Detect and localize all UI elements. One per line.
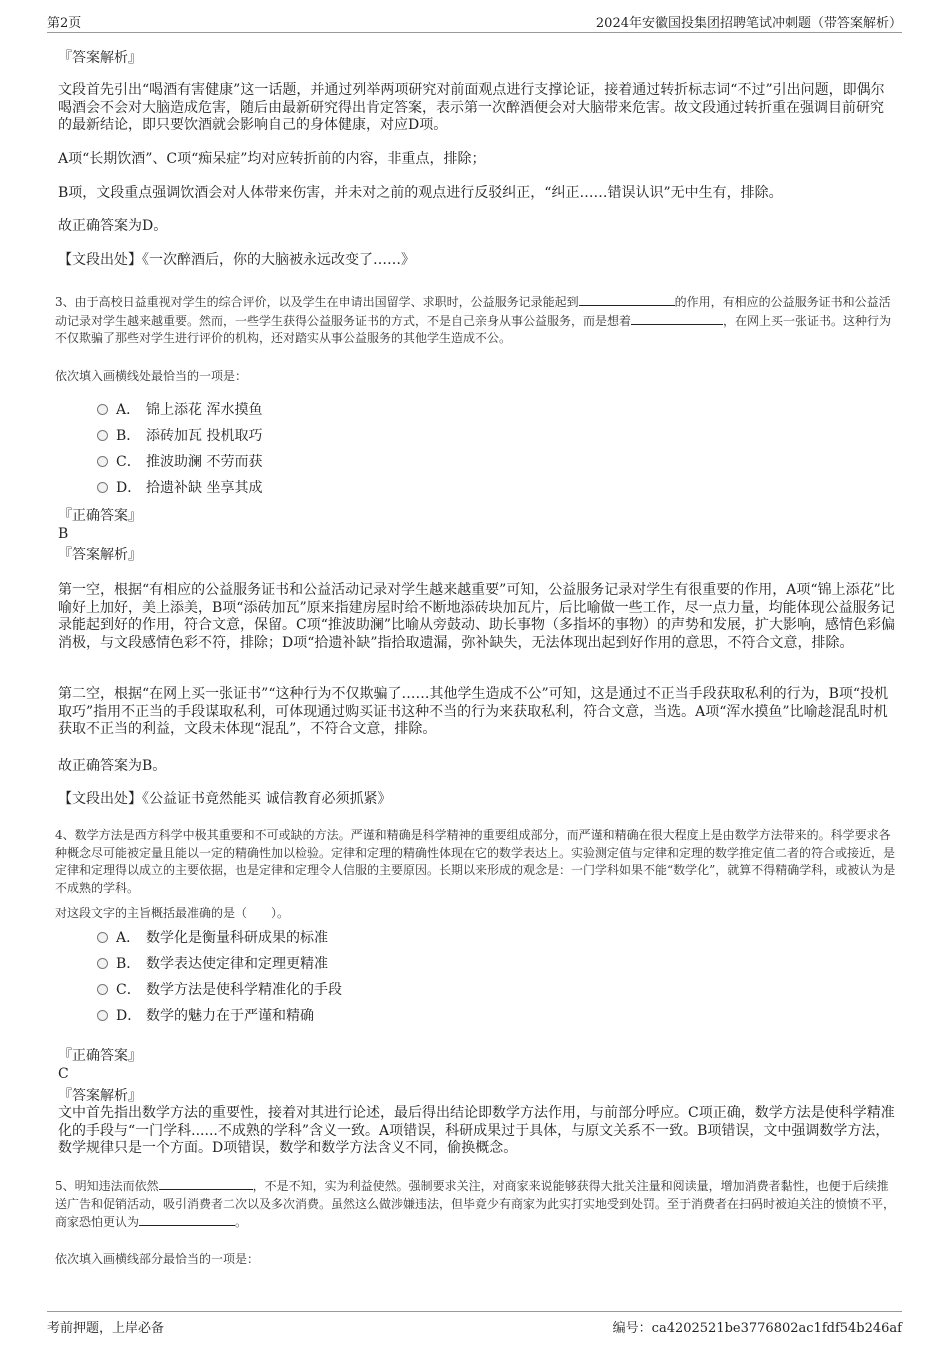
q5-stem-part3: 。 <box>235 1215 248 1229</box>
q3-stem-part3: ，在网上买一张证书。这种行为不仅欺骗了那些对学生进行评价的机构，还对踏实从事公益服务的其他学生造成不公。 <box>55 313 892 345</box>
radio-icon[interactable] <box>97 404 108 415</box>
q4-analysis-label: 『答案解析』 <box>58 1088 142 1104</box>
q3-prompt: 依次填入画横线处最恰当的一项是： <box>55 369 248 383</box>
radio-icon[interactable] <box>97 932 108 943</box>
radio-icon[interactable] <box>97 430 108 441</box>
q3-blank-1 <box>579 293 675 306</box>
q4-option-b[interactable]: B． 数学表达使定律和定理更精准 <box>97 955 328 975</box>
q4-stem: 4、数学方法是西方科学中极其重要和不可或缺的方法。严谨和精确是科学精神的重要组成部分，而严谨和精确在很大程度上是由数学方法带来的。科学要求各种概念尽可能被定量且能以一定的精确性加以检验。定律和定理的精确性体现在它的数学表达上。实验测定值与定律和定理的数学推定值二者的符合或接近，是定律和定理得以成立的主要依据，也是定律和定理令人信服的主要原因。长期以来形成的观念是：一门学科如果不能“数学化”，就算不得精确学科，或被认为是不成熟的学科。 <box>55 828 896 895</box>
q4-option-d[interactable]: D． 数学的魅力在于严谨和精确 <box>97 1007 314 1027</box>
q3-analysis-p1: 第一空，根据“有相应的公益服务证书和公益活动记录对学生越来越重要”可知，公益服务记录对学生有很重要的作用，A项“锦上添花”比喻好上加好，美上添美，B项“添砖加瓦”原来指建房屋时给不断地添砖块加瓦片，后比喻做一些工作，尽一点力量，均能体现公益服务记录能起到好的作用，符合文意，保留。C项“推波助澜”比喻从旁鼓动、助长事物（多指坏的事物）的声势和发展，扩大影响，感情色彩偏消极，与文段感情色彩不符，排除；D项“拾遗补缺”指拾取遗漏，弥补缺失，无法体现出起到好作用的意思，不符合文意，排除。 <box>58 582 896 651</box>
q3-stem-part2: 的作用，有相应的公益服务证书和公益活动记录对学生越来越重要。然而，一些学生获得公益服务证书的方式，不是自己亲身从事公益服务，而是想着 <box>55 295 891 328</box>
q5-stem-part1: 5、明知违法而依然 <box>55 1179 159 1193</box>
page-number: 第2页 <box>47 16 82 31</box>
q3-option-a[interactable]: A． 锦上添花 浑水摸鱼 <box>97 401 262 421</box>
q3-option-c[interactable]: C． 推波助澜 不劳而获 <box>97 453 262 473</box>
q5-blank-1 <box>159 1177 253 1190</box>
q5-prompt: 依次填入画横线部分最恰当的一项是： <box>55 1252 260 1266</box>
q3-analysis-p2: 第二空，根据“在网上买一张证书”“这种行为不仅欺骗了……其他学生造成不公”可知，这是通过不正当手段获取私利的行为，B项“投机取巧”指用不正当的手段谋取私利，可体现通过购买证书这种不当的行为来获取私利，符合文意，当选。A项“浑水摸鱼”比喻趁混乱时机获取不正当的利益，文段未体现“混乱”，不符合文意，排除。 <box>58 686 889 737</box>
q3-answer-statement: 故正确答案为B。 <box>58 758 167 774</box>
q3-stem <box>55 293 897 348</box>
q3-stem-part1: 3、由于高校日益重视对学生的综合评价，以及学生在申请出国留学、求职时，公益服务记录能起到 <box>55 295 579 309</box>
page-header <box>47 10 902 33</box>
q4-prompt: 对这段文字的主旨概括最准确的是（ ）。 <box>55 906 290 920</box>
radio-icon[interactable] <box>97 482 108 493</box>
page-footer <box>47 1311 902 1336</box>
q2-answer-statement: 故正确答案为D。 <box>58 218 168 234</box>
q3-option-b[interactable]: B． 添砖加瓦 投机取巧 <box>97 427 262 447</box>
document-title: 2024年安徽国投集团招聘笔试冲刺题（带答案解析） <box>595 16 902 31</box>
radio-icon[interactable] <box>97 1010 108 1021</box>
q3-source: 【文段出处】《公益证书竟然能买 诚信教育必须抓紧》 <box>58 791 392 807</box>
footer-slogan: 考前押题，上岸必备 <box>47 1321 165 1336</box>
q2-analysis-p3: B项，文段重点强调饮酒会对人体带来伤害，并未对之前的观点进行反驳纠正，“纠正……错误认识”无中生有，排除。 <box>58 185 783 201</box>
radio-icon[interactable] <box>97 958 108 969</box>
q5-blank-2 <box>139 1213 235 1226</box>
q3-answer: B <box>58 526 69 542</box>
radio-icon[interactable] <box>97 984 108 995</box>
radio-icon[interactable] <box>97 456 108 467</box>
q3-answer-label: 『正确答案』 <box>58 508 142 524</box>
q3-option-d[interactable]: D． 拾遗补缺 坐享其成 <box>97 479 262 499</box>
q5-stem <box>55 1177 897 1232</box>
q4-answer-label: 『正确答案』 <box>58 1048 142 1064</box>
q2-analysis-p2: A项“长期饮酒”、C项“痴呆症”均对应转折前的内容，非重点，排除； <box>58 151 486 167</box>
q4-option-a[interactable]: A． 数学化是衡量科研成果的标准 <box>97 929 328 949</box>
q2-source: 【文段出处】《一次醉酒后，你的大脑被永远改变了……》 <box>58 252 415 268</box>
q5-stem-part2: ，不是不知，实为利益使然。强制要求关注，对商家来说能够获得大批关注量和阅读量，增加消费者黏性，也便于后续推送广告和促销活动，吸引消费者二次以及多次消费。虽然这么做涉嫌违法，但毕竟少有商家为此实打实地受到处罚。至于消费者在扫码时被迫关注的愤愤不平，商家恐怕更认为 <box>55 1179 896 1229</box>
q3-blank-2 <box>631 312 723 325</box>
q2-analysis-label: 『答案解析』 <box>58 50 142 66</box>
q3-analysis-label: 『答案解析』 <box>58 547 142 563</box>
document-id: 编号：ca4202521be3776802ac1fdf54b246af <box>612 1321 902 1336</box>
q4-answer: C <box>58 1066 69 1082</box>
q2-analysis-p1: 文段首先引出“喝酒有害健康”这一话题，并通过列举两项研究对前面观点进行支撑论证，接着通过转折标志词“不过”引出问题，即偶尔喝酒会不会对大脑造成危害，随后由最新研究得出肯定答案，表示第一次醉酒便会对大脑带来危害。故文段通过转折重在强调目前研究的最新结论，即只要饮酒就会影响自己的身体健康，对应D项。 <box>58 82 885 133</box>
q4-analysis-p1: 文中首先指出数学方法的重要性，接着对其进行论述，最后得出结论即数学方法作用，与前部分呼应。C项正确，数学方法是使科学精准化的手段与“一门学科......不成熟的学科”含义一致。A项错误，科研成果过于具体，与原文关系不一致。B项错误，文中强调数学方法，数学规律只是一个方面。D项错误，数学和数学方法含义不同，偷换概念。 <box>58 1105 895 1156</box>
q4-option-c[interactable]: C． 数学方法是使科学精准化的手段 <box>97 981 342 1001</box>
